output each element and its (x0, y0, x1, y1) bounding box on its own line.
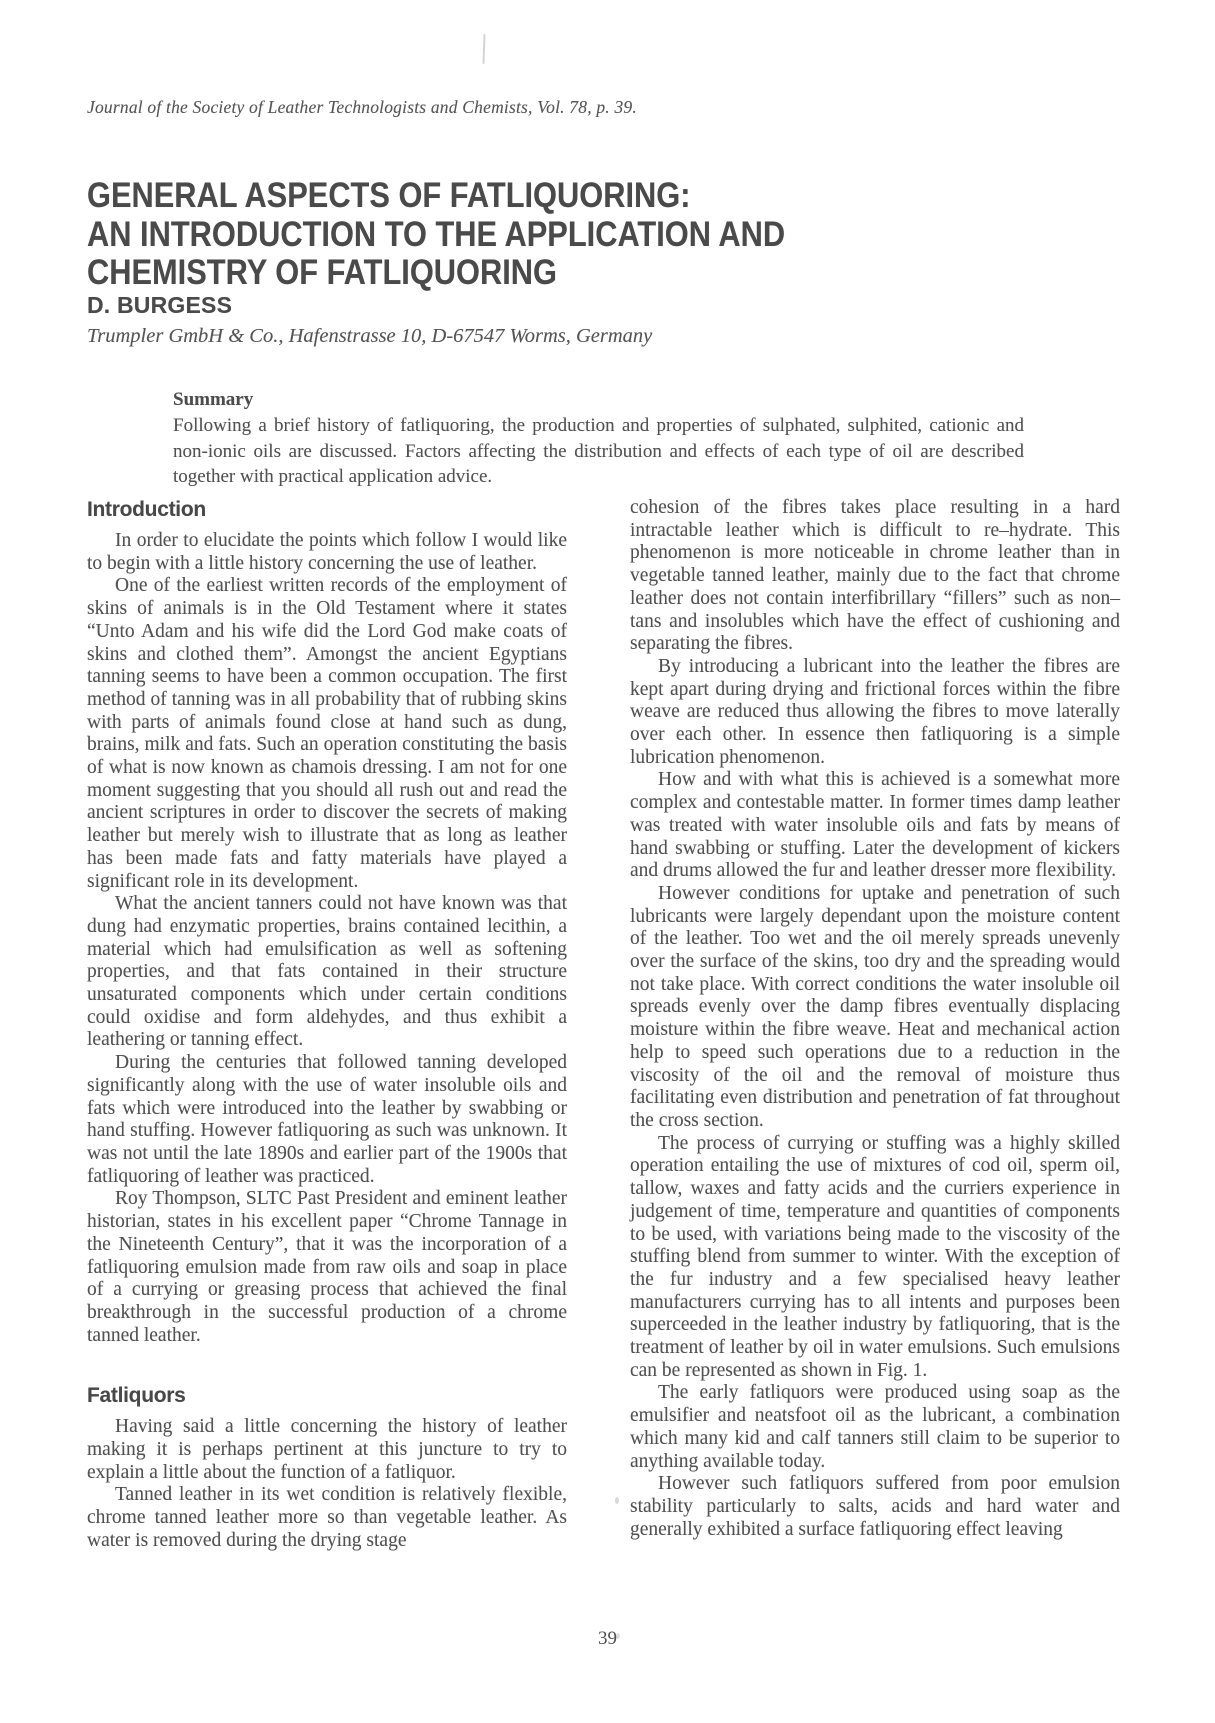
author-affiliation: Trumpler GmbH & Co., Hafenstrasse 10, D-67547 Worms, Germany (87, 325, 653, 347)
body-paragraph: However such fatliquors suffered from poor emulsion stability particularly to salts, acids and hard water and generally exhibited a surface fatliquoring effect leaving (630, 1473, 1120, 1540)
summary-heading: Summary (173, 389, 254, 410)
summary-text: Following a brief history of fatliquoring, the production and properties of sulphated, sulphited, cationic and non-ionic oils are discussed. Factors affecting the distribution and effects of each type of oil are described together with practical application advice. (173, 415, 1024, 487)
body-paragraph: In order to elucidate the points which follow I would like to begin with a little history concerning the use of leather. (87, 530, 567, 574)
journal-citation-line: Journal of the Society of Leather Technologists and Chemists, Vol. 78, p. 39. (87, 97, 637, 117)
article-title-line: AN INTRODUCTION TO THE APPLICATION AND (87, 214, 786, 254)
body-paragraph: One of the earliest written records of the employment of skins of animals is in the Old Testament where it states “Unto Adam and his wife did the Lord God make coats of skins and clothed them”. Amongst the ancient Egyptians tanning seems to have been a common occupation. The first method of tanning was in all probability that of rubbing skins with parts of animals found close at hand such as dung, brains, milk and fats. Such an operation constituting the basis of what is now known as chamois dressing. I am not for one moment suggesting that you should all rush out and read the ancient scriptures in order to discover the secrets of making leather but merely wish to illustrate that as long as leather has been made fats and fatty materials have played a significant role in its development. (87, 575, 567, 892)
body-paragraph: The early fatliquors were produced using soap as the emulsifier and neatsfoot oil as the lubricant, a combination which many kid and calf tanners still claim to be superior to anything available today. (630, 1382, 1120, 1472)
article-title-line: CHEMISTRY OF FATLIQUORING (87, 253, 557, 293)
body-paragraph: However conditions for uptake and penetration of such lubricants were largely dependant upon the moisture content of the leather. Too wet and the oil merely spreads unevenly over the surface of the skins, too dry and the spreading would not take place. With correct conditions the water insoluble oil spreads evenly over the damp fibres eventually displacing moisture within the fibre weave. Heat and mechanical action help to speed such operations due to a reduction in the viscosity of the oil and the removal of moisture thus facilitating even distribution and penetration of fat throughout the cross section. (630, 882, 1120, 1131)
body-paragraph: By introducing a lubricant into the leather the fibres are kept apart during drying and frictional forces within the fibre weave are reduced thus allowing the fibres to move laterally over each other. In essence then fatliquoring is a simple lubrication phenomenon. (630, 655, 1120, 768)
body-paragraph: What the ancient tanners could not have known was that dung had enzymatic properties, brains contained lecithin, a material which had emulsification as well as softening properties, and that fats contained in their structure unsaturated components which under certain conditions could oxidise and form aldehydes, and thus exhibit a leathering or tanning effect. (87, 893, 567, 1051)
page-number: 39 (598, 1628, 617, 1649)
body-paragraph: cohesion of the fibres takes place resulting in a hard intractable leather which is difficult to re–hydrate. This phenomenon is more noticeable in chrome leather than in vegetable tanned leather, mainly due to the fact that chrome leather does not contain interfibrillary “fillers” such as non–tans and insolubles which have the effect of cushioning and separating the fibres. (630, 497, 1120, 655)
body-paragraph: The process of currying or stuffing was a highly skilled operation entailing the use of mixtures of cod oil, sperm oil, tallow, waxes and fatty acids and the curriers experience in judgement of time, temperature and quantities of components to be used, with variations being made to the viscosity of the stuffing blend from summer to winter. With the exception of the fur industry and a few specialised heavy leather manufacturers currying has to all intents and purposes been superceeded in the leather industry by fatliquoring, that is the treatment of leather by oil in water emulsions. Such emulsions can be represented as shown in Fig. 1. (630, 1132, 1120, 1381)
body-paragraph: How and with what this is achieved is a somewhat more complex and contestable matter. In former times damp leather was treated with water insoluble oils and fats by means of hand swabbing or stuffing. Later the development of kickers and drums allowed the fur and leather dresser more flexibility. (630, 769, 1120, 882)
left-column (87, 497, 567, 1553)
body-paragraph: During the centuries that followed tanning developed significantly along with the use of water insoluble oils and fats which were introduced into the leather by swabbing or hand stuffing. However fatliquoring as such was unknown. It was not until the late 1890s and earlier part of the 1900s that fatliquoring of leather was practiced. (87, 1052, 567, 1187)
body-paragraph: Roy Thompson, SLTC Past President and eminent leather historian, states in his excellent paper “Chrome Tannage in the Nineteenth Century”, that it was the incorporation of a fatliquoring emulsion made from raw oils and soap in place of a currying or greasing process that achieved the final breakthrough in the successful production of a chrome tanned leather. (87, 1188, 567, 1346)
right-column (630, 497, 1120, 1541)
section-heading: Fatliquors (87, 1384, 186, 1408)
scan-artifact-fleck (615, 1497, 619, 1504)
body-paragraph: Tanned leather in its wet condition is relatively flexible, chrome tanned leather more so than vegetable leather. As water is removed during the drying stage (87, 1484, 567, 1551)
section-heading: Introduction (87, 498, 206, 521)
article-title (87, 177, 785, 293)
author-name: D. BURGESS (87, 292, 233, 318)
body-paragraph: Having said a little concerning the history of leather making it is perhaps pertinent at this juncture to try to explain a little about the function of a fatliquor. (87, 1416, 567, 1483)
scan-artifact-speck (482, 34, 485, 64)
article-title-line: GENERAL ASPECTS OF FATLIQUORING: (87, 176, 691, 216)
summary-block (173, 389, 1024, 490)
